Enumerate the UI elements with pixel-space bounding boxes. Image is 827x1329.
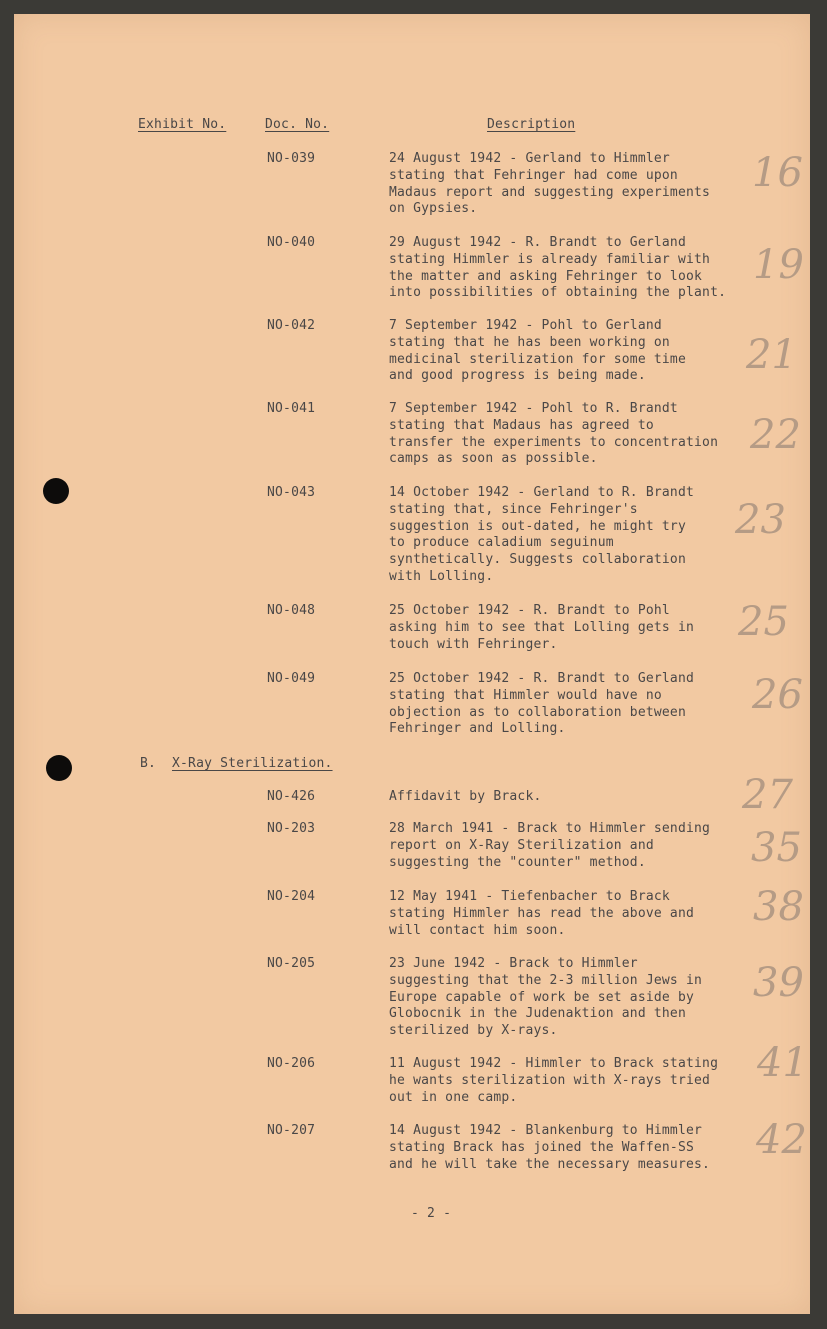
- handwritten-page-number: 26: [752, 672, 803, 718]
- doc-number: NO-040: [267, 235, 316, 250]
- handwritten-page-number: 21: [746, 332, 797, 378]
- entry-description: Affidavit by Brack.: [389, 789, 542, 804]
- doc-number: NO-206: [267, 1056, 316, 1071]
- doc-number: NO-043: [267, 485, 316, 500]
- entry-description: 28 March 1941 - Brack to Himmler sending report on X-Ray Sterilization and suggesting the "counter" method.: [389, 821, 711, 870]
- entry-description: 25 October 1942 - R. Brandt to Gerland stating that Himmler would have no objection as to collaboration between Fehringer and Lolling.: [389, 671, 695, 737]
- handwritten-page-number: 19: [753, 242, 804, 288]
- handwritten-page-number: 42: [756, 1117, 807, 1163]
- section-b-title: X-Ray Sterilization.: [172, 756, 333, 771]
- doc-number: NO-039: [267, 151, 316, 166]
- entry-description: 14 August 1942 - Blankenburg to Himmler stating Brack has joined the Waffen-SS and he will take the necessary measures.: [389, 1123, 711, 1172]
- handwritten-page-number: 22: [750, 412, 801, 458]
- handwritten-page-number: 38: [753, 884, 804, 930]
- entry-description: 7 September 1942 - Pohl to R. Brandt stating that Madaus has agreed to transfer the experiments to concentration camps as soon as possible.: [389, 401, 719, 467]
- doc-number: NO-041: [267, 401, 316, 416]
- entry-description: 25 October 1942 - R. Brandt to Pohl asking him to see that Lolling gets in touch with Fehringer.: [389, 603, 695, 652]
- entry-description: 12 May 1941 - Tiefenbacher to Brack stating Himmler has read the above and will contact him soon.: [389, 889, 695, 938]
- header-doc-no: Doc. No.: [265, 117, 330, 132]
- entry-description: 23 June 1942 - Brack to Himmler suggesting that the 2-3 million Jews in Europe capable of work be set aside by Globocnik in the Judenaktion and then sterilized by X-rays.: [389, 956, 703, 1039]
- doc-number: NO-205: [267, 956, 316, 971]
- page-number: - 2 -: [411, 1206, 452, 1221]
- entry-description: 14 October 1942 - Gerland to R. Brandt stating that, since Fehringer's suggestion is out-dated, he might try to produce caladium seguinum synthetically. Suggests collaboration with Lolling.: [389, 485, 695, 584]
- handwritten-page-number: 25: [738, 599, 789, 645]
- handwritten-page-number: 35: [751, 825, 802, 871]
- entry-description: 24 August 1942 - Gerland to Himmler stating that Fehringer had come upon Madaus report and suggesting experiments on Gypsies.: [389, 151, 711, 217]
- entry-description: 7 September 1942 - Pohl to Gerland stating that he has been working on medicinal sterilization for some time and good progress is being made.: [389, 318, 686, 384]
- handwritten-page-number: 41: [757, 1040, 808, 1086]
- doc-number: NO-204: [267, 889, 316, 904]
- section-b-letter: B.: [140, 756, 157, 771]
- doc-number: NO-203: [267, 821, 316, 836]
- doc-number: NO-048: [267, 603, 316, 618]
- header-description: Description: [487, 117, 576, 132]
- entry-description: 11 August 1942 - Himmler to Brack stating he wants sterilization with X-rays tried out in one camp.: [389, 1056, 719, 1105]
- doc-number: NO-042: [267, 318, 316, 333]
- handwritten-page-number: 39: [753, 960, 804, 1006]
- doc-number: NO-049: [267, 671, 316, 686]
- header-exhibit-no: Exhibit No.: [138, 117, 227, 132]
- doc-number: NO-426: [267, 789, 316, 804]
- doc-number: NO-207: [267, 1123, 316, 1138]
- handwritten-page-number: 27: [742, 772, 793, 818]
- entry-description: 29 August 1942 - R. Brandt to Gerland stating Himmler is already familiar with the matter and asking Fehringer to look into possibilities of obtaining the plant.: [389, 235, 727, 301]
- handwritten-page-number: 23: [735, 497, 786, 543]
- punch-hole-lower: [46, 755, 72, 781]
- punch-hole-upper: [43, 478, 69, 504]
- handwritten-page-number: 16: [752, 150, 803, 196]
